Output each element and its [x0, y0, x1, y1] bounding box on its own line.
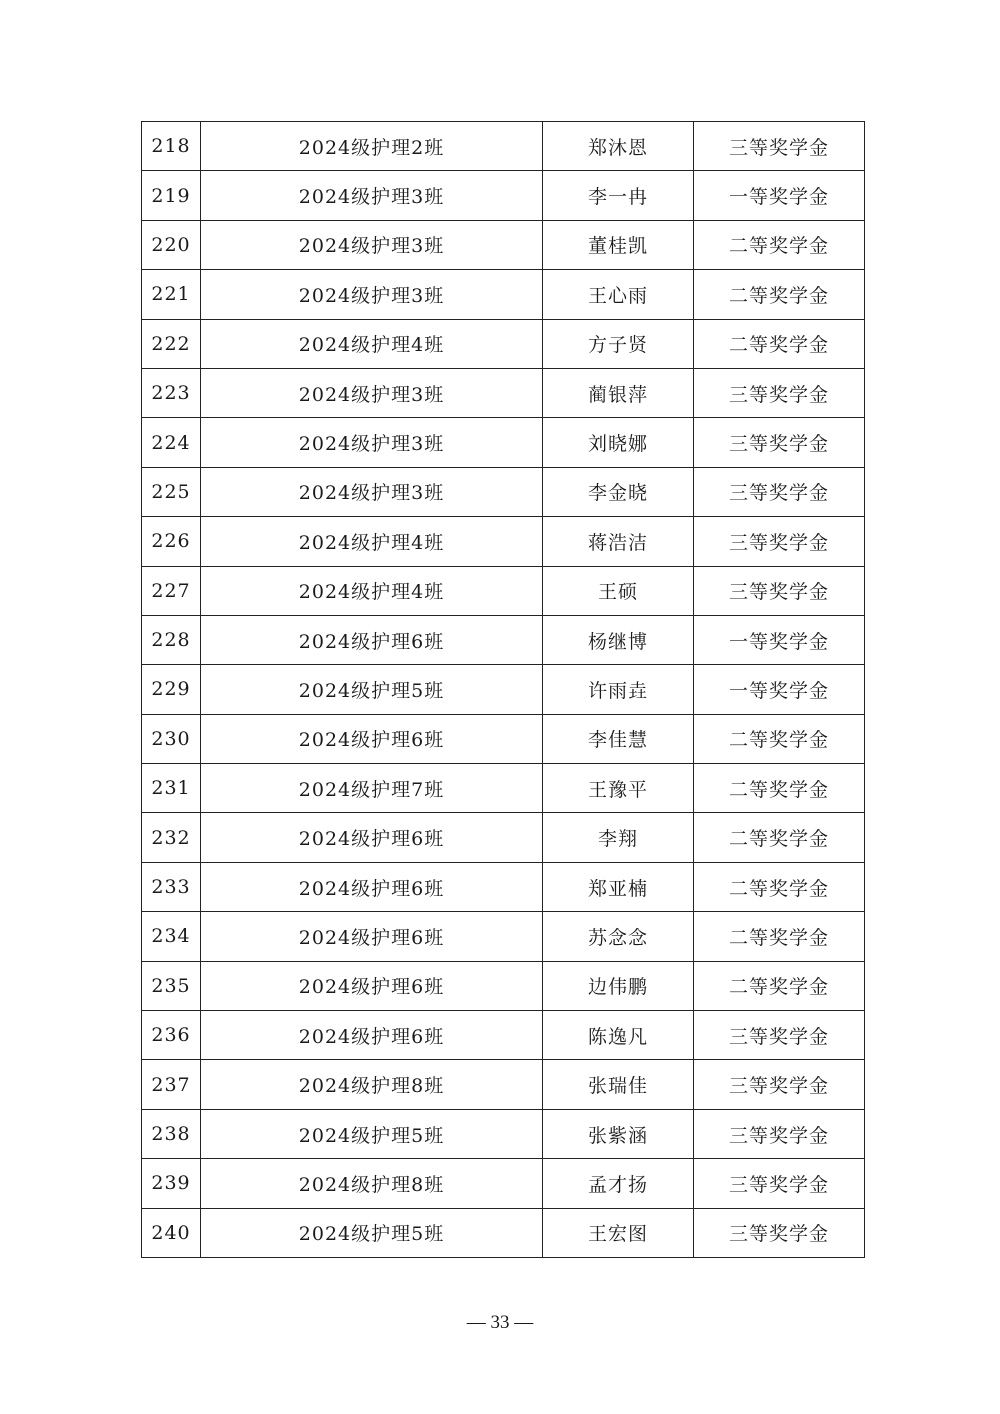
student-name-cell: 张紫涵: [543, 1109, 694, 1158]
class-cell: 2024级护理6班: [201, 615, 543, 664]
award-cell: 二等奖学金: [694, 270, 865, 319]
table-row: [142, 1159, 865, 1208]
class-cell: 2024级护理6班: [201, 813, 543, 862]
row-number-cell: 235: [142, 961, 201, 1010]
table-row: [142, 714, 865, 763]
student-name-cell: 蔺银萍: [543, 368, 694, 417]
student-name-cell: 许雨垚: [543, 665, 694, 714]
award-cell: 二等奖学金: [694, 912, 865, 961]
row-number-cell: 229: [142, 665, 201, 714]
award-cell: 三等奖学金: [694, 1159, 865, 1208]
student-name-cell: 郑沐恩: [543, 122, 694, 171]
table-row: [142, 566, 865, 615]
class-cell: 2024级护理6班: [201, 1011, 543, 1060]
class-cell: 2024级护理6班: [201, 912, 543, 961]
row-number-cell: 227: [142, 566, 201, 615]
class-cell: 2024级护理3班: [201, 270, 543, 319]
award-cell: 一等奖学金: [694, 171, 865, 220]
award-cell: 二等奖学金: [694, 319, 865, 368]
table-row: [142, 1208, 865, 1257]
row-number-cell: 232: [142, 813, 201, 862]
table-row: [142, 368, 865, 417]
student-name-cell: 张瑞佳: [543, 1060, 694, 1109]
student-name-cell: 苏念念: [543, 912, 694, 961]
student-name-cell: 孟才扬: [543, 1159, 694, 1208]
class-cell: 2024级护理8班: [201, 1159, 543, 1208]
table-row: [142, 764, 865, 813]
student-name-cell: 董桂凯: [543, 220, 694, 269]
student-name-cell: 李一冉: [543, 171, 694, 220]
row-number-cell: 238: [142, 1109, 201, 1158]
class-cell: 2024级护理6班: [201, 961, 543, 1010]
award-cell: 三等奖学金: [694, 368, 865, 417]
award-cell: 二等奖学金: [694, 862, 865, 911]
student-name-cell: 蒋浩洁: [543, 517, 694, 566]
table-row: [142, 813, 865, 862]
row-number-cell: 226: [142, 517, 201, 566]
table-row: [142, 171, 865, 220]
student-name-cell: 杨继博: [543, 615, 694, 664]
row-number-cell: 228: [142, 615, 201, 664]
award-cell: 三等奖学金: [694, 467, 865, 516]
row-number-cell: 222: [142, 319, 201, 368]
row-number-cell: 219: [142, 171, 201, 220]
class-cell: 2024级护理3班: [201, 467, 543, 516]
row-number-cell: 220: [142, 220, 201, 269]
class-cell: 2024级护理5班: [201, 665, 543, 714]
student-name-cell: 李翔: [543, 813, 694, 862]
award-cell: 三等奖学金: [694, 517, 865, 566]
class-cell: 2024级护理6班: [201, 714, 543, 763]
table-row: [142, 615, 865, 664]
class-cell: 2024级护理3班: [201, 220, 543, 269]
table-row: [142, 912, 865, 961]
row-number-cell: 234: [142, 912, 201, 961]
row-number-cell: 224: [142, 418, 201, 467]
class-cell: 2024级护理3班: [201, 171, 543, 220]
table-row: [142, 467, 865, 516]
table-row: [142, 1060, 865, 1109]
award-cell: 三等奖学金: [694, 1109, 865, 1158]
row-number-cell: 218: [142, 122, 201, 171]
table-row: [142, 1011, 865, 1060]
student-name-cell: 边伟鹏: [543, 961, 694, 1010]
table-row: [142, 122, 865, 171]
class-cell: 2024级护理2班: [201, 122, 543, 171]
class-cell: 2024级护理3班: [201, 368, 543, 417]
table-row: [142, 665, 865, 714]
table-row: [142, 270, 865, 319]
student-name-cell: 王豫平: [543, 764, 694, 813]
class-cell: 2024级护理4班: [201, 319, 543, 368]
class-cell: 2024级护理7班: [201, 764, 543, 813]
student-name-cell: 陈逸凡: [543, 1011, 694, 1060]
class-cell: 2024级护理5班: [201, 1208, 543, 1257]
award-cell: 三等奖学金: [694, 122, 865, 171]
award-cell: 二等奖学金: [694, 220, 865, 269]
award-cell: 三等奖学金: [694, 1208, 865, 1257]
table-row: [142, 418, 865, 467]
table-row: [142, 862, 865, 911]
student-name-cell: 方子贤: [543, 319, 694, 368]
student-name-cell: 李金晓: [543, 467, 694, 516]
table-body: [142, 122, 865, 1258]
student-name-cell: 李佳慧: [543, 714, 694, 763]
award-cell: 一等奖学金: [694, 615, 865, 664]
row-number-cell: 239: [142, 1159, 201, 1208]
award-cell: 二等奖学金: [694, 714, 865, 763]
student-name-cell: 王宏图: [543, 1208, 694, 1257]
award-cell: 一等奖学金: [694, 665, 865, 714]
award-cell: 二等奖学金: [694, 961, 865, 1010]
row-number-cell: 221: [142, 270, 201, 319]
award-cell: 二等奖学金: [694, 764, 865, 813]
row-number-cell: 225: [142, 467, 201, 516]
student-name-cell: 刘晓娜: [543, 418, 694, 467]
page-number: — 33 —: [466, 1312, 534, 1333]
class-cell: 2024级护理5班: [201, 1109, 543, 1158]
table-row: [142, 1109, 865, 1158]
student-name-cell: 王心雨: [543, 270, 694, 319]
class-cell: 2024级护理8班: [201, 1060, 543, 1109]
row-number-cell: 231: [142, 764, 201, 813]
table-row: [142, 220, 865, 269]
student-name-cell: 郑亚楠: [543, 862, 694, 911]
row-number-cell: 237: [142, 1060, 201, 1109]
row-number-cell: 223: [142, 368, 201, 417]
table-row: [142, 961, 865, 1010]
class-cell: 2024级护理6班: [201, 862, 543, 911]
row-number-cell: 240: [142, 1208, 201, 1257]
row-number-cell: 233: [142, 862, 201, 911]
award-cell: 三等奖学金: [694, 1011, 865, 1060]
row-number-cell: 236: [142, 1011, 201, 1060]
award-cell: 三等奖学金: [694, 566, 865, 615]
table-row: [142, 517, 865, 566]
class-cell: 2024级护理3班: [201, 418, 543, 467]
table-row: [142, 319, 865, 368]
award-cell: 三等奖学金: [694, 418, 865, 467]
award-cell: 二等奖学金: [694, 813, 865, 862]
row-number-cell: 230: [142, 714, 201, 763]
class-cell: 2024级护理4班: [201, 517, 543, 566]
student-name-cell: 王硕: [543, 566, 694, 615]
scholarship-table: [141, 121, 865, 1258]
class-cell: 2024级护理4班: [201, 566, 543, 615]
award-cell: 三等奖学金: [694, 1060, 865, 1109]
